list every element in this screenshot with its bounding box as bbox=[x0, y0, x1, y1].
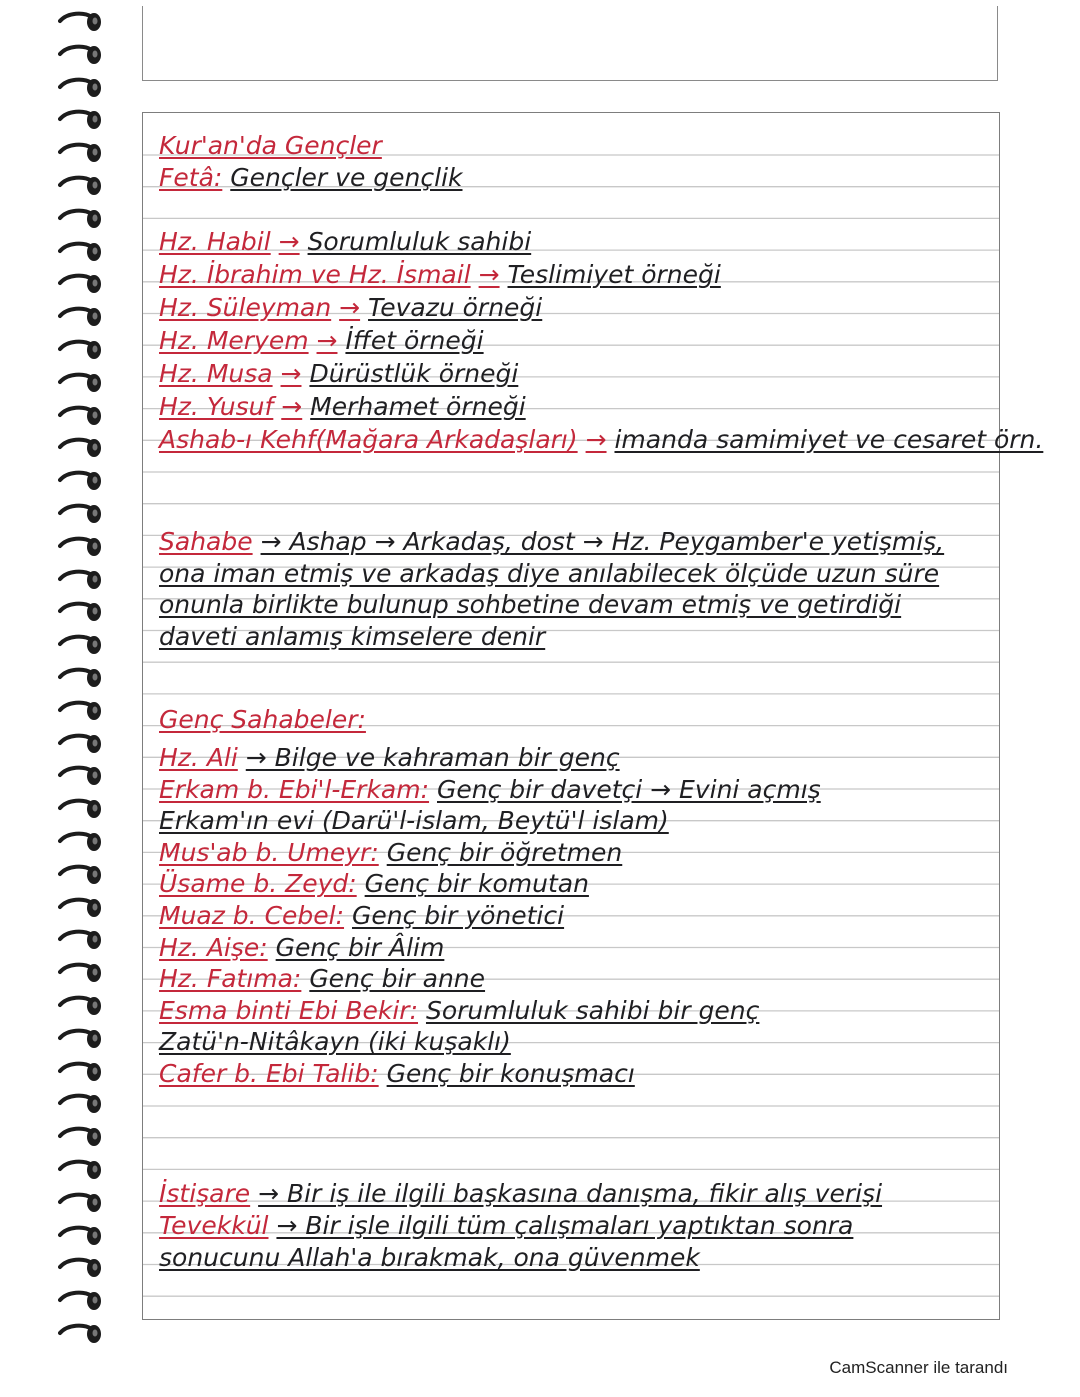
companion-desc: Sorumluluk sahibi bir genç bbox=[425, 995, 760, 1025]
companion-desc: Erkam'ın evi (Darü'l-islam, Beytü'l islam) bbox=[159, 806, 669, 836]
spiral-ring bbox=[58, 500, 104, 526]
sahabe-text: daveti anlamış kimselere denir bbox=[159, 621, 546, 651]
spiral-ring bbox=[58, 434, 104, 460]
sahabe-term: Sahabe bbox=[159, 527, 253, 556]
spiral-ring bbox=[58, 1254, 104, 1280]
companion-item bbox=[159, 743, 620, 773]
spiral-ring bbox=[58, 795, 104, 821]
spiral-ring bbox=[58, 828, 104, 854]
companion-item bbox=[159, 1059, 635, 1089]
sahabe-line bbox=[159, 622, 545, 652]
spiral-ring bbox=[58, 303, 104, 329]
spiral-ring bbox=[58, 139, 104, 165]
prophet-item bbox=[159, 392, 526, 422]
arrow-icon: → bbox=[339, 293, 361, 322]
companion-desc: Genç bir öğretmen bbox=[386, 837, 623, 867]
arrow-icon: → bbox=[281, 392, 303, 421]
spiral-ring bbox=[58, 1123, 104, 1149]
prophet-name: Ashab-ı Kehf(Mağara Arkadaşları) bbox=[159, 425, 578, 454]
spiral-ring bbox=[58, 926, 104, 952]
companion-desc: Genç bir yönetici bbox=[351, 901, 565, 930]
spiral-ring bbox=[58, 1222, 104, 1248]
companion-name: Hz. Ali bbox=[159, 743, 238, 772]
prophet-item bbox=[159, 359, 518, 389]
term-definition: sonucunu Allah'a bırakmak, ona güvenmek bbox=[159, 1243, 700, 1272]
spiral-ring bbox=[58, 41, 104, 67]
companion-item bbox=[159, 996, 759, 1026]
prophet-quality: Sorumluluk sahibi bbox=[307, 227, 532, 256]
sahabe-text: onunla birlikte bulunup sohbetine devam etmiş ve getirdiği bbox=[159, 590, 902, 619]
scanner-watermark: CamScanner ile tarandı bbox=[829, 1358, 1008, 1377]
prophet-quality: Merhamet örneği bbox=[310, 392, 526, 421]
companion-item bbox=[159, 775, 821, 805]
notebook-sheet bbox=[142, 112, 1044, 1320]
spiral-ring bbox=[58, 205, 104, 231]
spiral-ring bbox=[58, 8, 104, 34]
spiral-ring bbox=[58, 1058, 104, 1084]
sahabe-line bbox=[159, 590, 901, 620]
term-definition: → Bir iş ile ilgili başkasına danışma, fikir alış verişi bbox=[258, 1179, 883, 1208]
young-companions-heading: Genç Sahabeler: bbox=[159, 705, 366, 734]
prophet-name: Hz. İbrahim ve Hz. İsmail bbox=[159, 260, 471, 289]
spiral-ring bbox=[58, 1189, 104, 1215]
companion-desc: Genç bir konuşmacı bbox=[386, 1059, 635, 1088]
spiral-ring bbox=[58, 992, 104, 1018]
sahabe-text: ona iman etmiş ve arkadaş diye anılabilecek ölçüde uzun süre bbox=[159, 558, 940, 588]
arrow-icon: → bbox=[316, 326, 338, 355]
spiral-ring bbox=[58, 631, 104, 657]
companion-desc: Genç bir davetçi → Evini açmış bbox=[437, 774, 821, 804]
companion-name: Muaz b. Cebel: bbox=[159, 901, 345, 930]
term-item bbox=[159, 1211, 853, 1241]
spiral-ring bbox=[58, 697, 104, 723]
prophet-quality: İffet örneği bbox=[345, 326, 484, 355]
spiral-ring bbox=[58, 894, 104, 920]
prophet-item bbox=[159, 293, 542, 323]
companion-name: Üsame b. Zeyd: bbox=[159, 869, 357, 899]
spiral-ring bbox=[58, 1156, 104, 1182]
spiral-ring bbox=[58, 861, 104, 887]
sure-text: Gençler ve gençlik bbox=[230, 163, 463, 192]
arrow-icon: → bbox=[585, 425, 607, 454]
spiral-ring bbox=[58, 1025, 104, 1051]
sahabe-line bbox=[159, 527, 944, 557]
companion-desc: Genç bir anne bbox=[309, 964, 486, 994]
spiral-ring bbox=[58, 172, 104, 198]
spiral-ring bbox=[58, 566, 104, 592]
spiral-ring bbox=[58, 270, 104, 296]
sahabe-text: → Ashap → Arkadaş, dost → Hz. Peygamber'e yetişmiş, bbox=[260, 527, 945, 556]
term-definition: → Bir işle ilgili tüm çalışmaları yaptıktan sonra bbox=[276, 1211, 854, 1240]
companion-item bbox=[159, 1027, 511, 1057]
prophet-quality: Dürüstlük örneği bbox=[309, 359, 519, 388]
companion-item bbox=[159, 869, 589, 899]
companion-item bbox=[159, 933, 444, 963]
arrow-icon: → bbox=[478, 260, 500, 289]
companion-item bbox=[159, 901, 564, 931]
spiral-ring bbox=[58, 533, 104, 559]
companion-desc: Zatü'n-Nitâkayn (iki kuşaklı) bbox=[159, 1027, 511, 1057]
companion-name: Erkam b. Ebi'l-Erkam: bbox=[159, 774, 430, 804]
prophet-name: Hz. Musa bbox=[159, 359, 273, 388]
spiral-ring bbox=[58, 959, 104, 985]
spiral-ring bbox=[58, 1320, 104, 1346]
companion-name: Cafer b. Ebi Talib: bbox=[159, 1059, 379, 1088]
prophet-name: Hz. Yusuf bbox=[159, 392, 274, 421]
arrow-icon: → bbox=[278, 227, 300, 256]
spiral-ring bbox=[58, 598, 104, 624]
term-item bbox=[159, 1243, 700, 1273]
spiral-ring bbox=[58, 730, 104, 756]
spiral-ring bbox=[58, 1090, 104, 1116]
companion-name: Mus'ab b. Umeyr: bbox=[159, 837, 379, 867]
term-name: Tevekkül bbox=[159, 1211, 269, 1240]
spiral-ring bbox=[58, 467, 104, 493]
prophet-name: Hz. Meryem bbox=[159, 326, 309, 355]
spiral-ring bbox=[58, 369, 104, 395]
spiral-ring bbox=[58, 238, 104, 264]
companion-item bbox=[159, 964, 485, 994]
spiral-ring bbox=[58, 74, 104, 100]
arrow-icon: → bbox=[280, 359, 302, 388]
prophet-item bbox=[159, 425, 1043, 455]
spiral-binding bbox=[58, 8, 118, 1358]
companion-name: Hz. Aişe: bbox=[159, 932, 268, 962]
companion-name: Hz. Fatıma: bbox=[159, 964, 302, 994]
companion-name: Esma binti Ebi Bekir: bbox=[159, 995, 419, 1025]
previous-sheet-edge bbox=[142, 6, 998, 81]
term-name: İstişare bbox=[159, 1179, 251, 1208]
prophet-item bbox=[159, 227, 531, 257]
spiral-ring bbox=[58, 1287, 104, 1313]
sure-label: Fetâ: bbox=[159, 163, 223, 192]
term-item bbox=[159, 1179, 882, 1209]
spiral-ring bbox=[58, 106, 104, 132]
spiral-ring bbox=[58, 336, 104, 362]
companion-desc: → Bilge ve kahraman bir genç bbox=[245, 743, 620, 772]
companion-desc: Genç bir Âlim bbox=[275, 932, 445, 962]
spiral-ring bbox=[58, 664, 104, 690]
sure-line bbox=[159, 163, 463, 193]
prophet-name: Hz. Süleyman bbox=[159, 293, 332, 322]
prophet-item bbox=[159, 260, 721, 290]
spiral-ring bbox=[58, 762, 104, 788]
page-title: Kur'an'da Gençler bbox=[159, 131, 382, 160]
prophet-name: Hz. Habil bbox=[159, 227, 271, 256]
sahabe-line bbox=[159, 559, 939, 589]
prophet-quality: Teslimiyet örneği bbox=[507, 260, 721, 289]
prophet-quality: Tevazu örneği bbox=[368, 293, 543, 322]
companion-item bbox=[159, 838, 622, 868]
companion-desc: Genç bir komutan bbox=[364, 869, 589, 899]
companion-item bbox=[159, 806, 669, 836]
prophet-item bbox=[159, 326, 484, 356]
prophet-quality: imanda samimiyet ve cesaret örn. bbox=[614, 425, 1044, 454]
spiral-ring bbox=[58, 402, 104, 428]
